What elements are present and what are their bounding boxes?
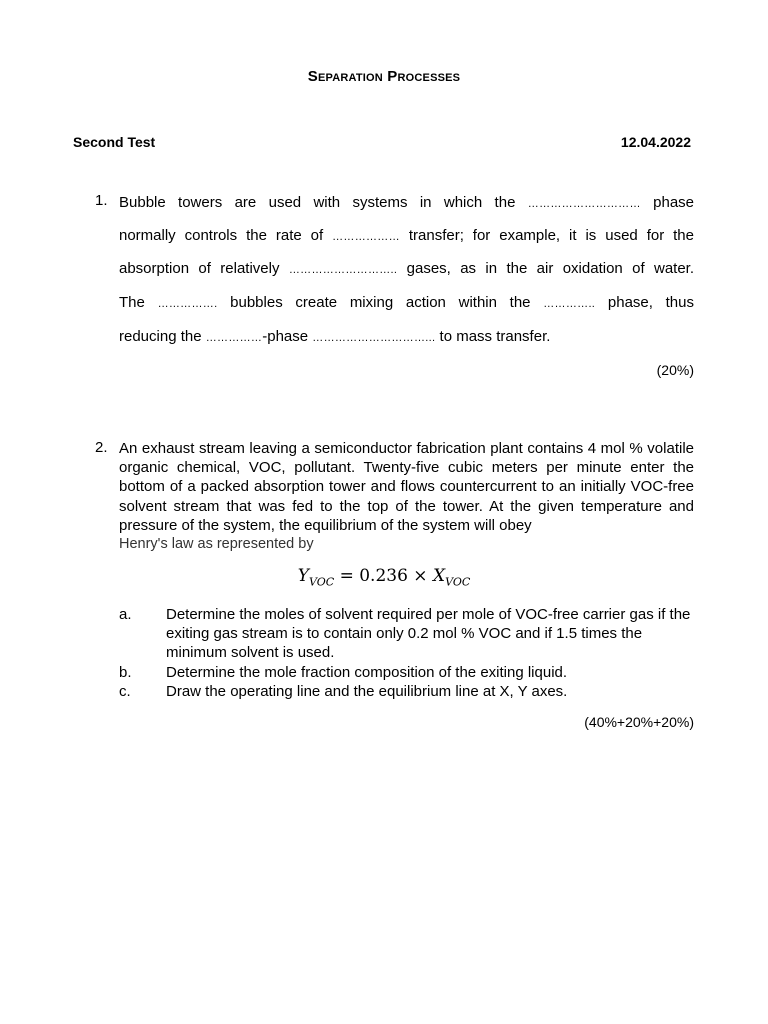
blank-dots: …………………………... [312, 332, 436, 344]
sub-question-text: Determine the moles of solvent required per mole of VOC-free carrier gas if the exiting gas stream is to contain only 0.2 mol % VOC and if 1.5 times the minimum solvent is used. [166, 606, 691, 662]
question-1-text: gases, as in the air oxidation of water. [406, 260, 695, 277]
sub-question-label: a. [119, 606, 132, 623]
equation-rhs-subscript: VOC [445, 575, 471, 589]
question-1-line [119, 292, 694, 315]
sub-question-text: Determine the mole fraction composition of the exiting liquid. [166, 664, 568, 681]
blank-dots: ……………. [157, 298, 218, 310]
question-2-text [119, 439, 694, 554]
question-1-line [119, 326, 694, 349]
equation-mid: = 0.236 × [334, 566, 433, 586]
blank-dots: …………… [205, 332, 263, 344]
question-1-text: Bubble towers are used with systems in which the [119, 194, 516, 211]
question-1-line [119, 192, 694, 215]
sub-question-label: c. [119, 683, 131, 700]
question-1-text: phase [653, 194, 695, 211]
question-1-line [119, 258, 694, 281]
equation-rhs: X [432, 566, 446, 586]
question-number: 2. [95, 439, 108, 456]
page-title: Separation Processes [307, 68, 461, 85]
sub-question-text: Draw the operating line and the equilibrium line at X, Y axes. [166, 683, 568, 700]
question-1-text: -phase [262, 328, 309, 345]
question-2-statement: An exhaust stream leaving a semiconductor fabrication plant contains 4 mol % volatile organic chemical, VOC, pollutant. Twenty-five cubic meters per minute enter the bottom of a packed absorption tower and flows countercurrent to an initially VOC-free solvent stream that was fed to the top of the tower. At the given temperature and pressure of the system, the equilibrium of the system will obey [119, 440, 694, 534]
henry-equation [0, 566, 768, 588]
question-1-text: reducing the [119, 328, 202, 345]
blank-dots: ……………… [332, 231, 400, 243]
question-1-line [119, 225, 694, 248]
blank-dots: ………….. [543, 298, 596, 310]
question-1-text: transfer; for example, it is used for the [408, 227, 694, 244]
blank-dots: ………………………… [527, 198, 641, 210]
question-1-marks: (20%) [656, 362, 694, 378]
equation-lhs: Y [297, 566, 309, 586]
question-1-text: bubbles create mixing action within the [230, 294, 531, 311]
sub-question-label: b. [119, 664, 132, 681]
henry-law-text: Henry's law as represented by [119, 536, 314, 553]
test-label: Second Test [73, 134, 156, 150]
question-number: 1. [95, 192, 108, 209]
test-date: 12.04.2022 [620, 134, 691, 150]
question-1-text: phase, thus [607, 294, 694, 311]
equation-lhs-subscript: VOC [308, 575, 335, 589]
question-2-marks: (40%+20%+20%) [584, 714, 694, 730]
question-1-text: absorption of relatively [119, 260, 280, 277]
question-1-text: to mass transfer. [439, 328, 551, 345]
question-1-text: normally controls the rate of [119, 227, 324, 244]
question-1-text: The [119, 294, 145, 311]
blank-dots: ……………………….. [288, 264, 398, 276]
